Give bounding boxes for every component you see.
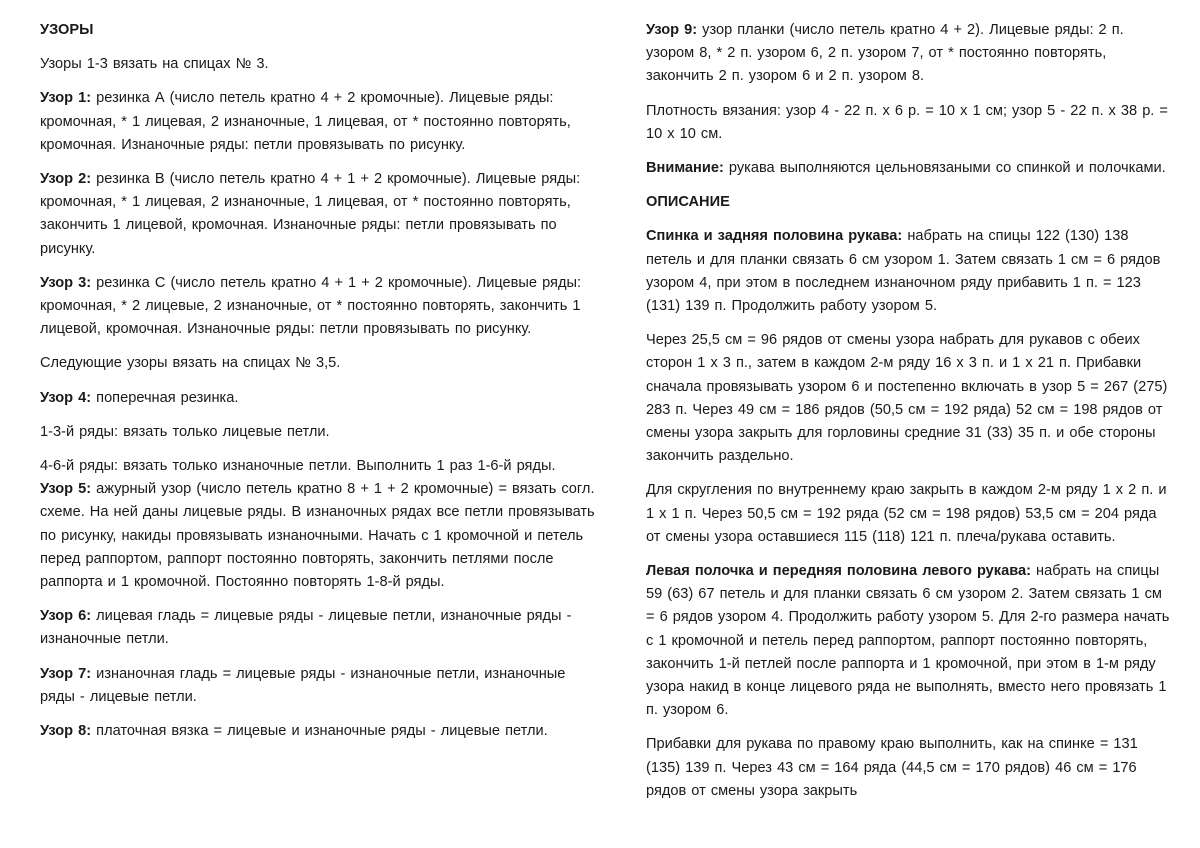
pattern-2-paragraph bbox=[40, 168, 600, 261]
pattern-3-paragraph bbox=[40, 272, 600, 342]
pattern-4-paragraph bbox=[40, 387, 600, 410]
rows-4-6-paragraph: 4-6-й ряды: вязать только изнаночные петли. Выполнить 1 раз 1-6-й ряды. bbox=[40, 458, 556, 475]
back-sleeve-paragraph: Через 25,5 см = 96 рядов от смены узора набрать для рукавов с обеих сторон 1 х 3 п., затем в каждом 2-м ряду 16 х 3 п. и 1 х 21 п. Прибавки сначала провязывать узором 6 и постепенно включать в узор 5 = 267 (275) 283 п. Через 49 см = 186 рядов (50,5 см = 192 ряда) 52 см = 198 рядов от смены узора закрыть для горловины средние 31 (33) 35 п. и обе стороны закончить раздельно. bbox=[646, 332, 1168, 465]
back-neck-paragraph: Для скругления по внутреннему краю закрыть в каждом 2-м ряду 1 х 2 п. и 1 х 1 п. Через 50,5 см = 192 ряда (52 см = 198 рядов) 53,5 см = 204 ряда от смены узора оставшиеся 115 (118) 121 п. плеча/рукава оставить. bbox=[646, 482, 1167, 545]
pattern-4-text: поперечная резинка. bbox=[91, 389, 239, 406]
pattern-8-label: Узор 8: bbox=[40, 723, 92, 740]
left-front-paragraph bbox=[646, 560, 1174, 722]
pattern-5-text: ажурный узор (число петель кратно 8 + 1 + 2 кромочные) = вязать согл. схеме. На ней даны лицевые ряды. В изнаночных рядах все петли провязывать по рисунку, накиды провязывать изнаночными. Начать с 1 кромочной и петель перед раппортом, раппорт постоянно повторять, закончить петлями после раппорта и 1 кромочной. Постоянно повторять 1-8-й ряды. bbox=[40, 481, 595, 591]
pattern-1-paragraph bbox=[40, 87, 600, 157]
attention-text: рукава выполняются цельновязаными со спинкой и полочками. bbox=[723, 160, 1166, 177]
attention-label: Внимание: bbox=[646, 160, 724, 177]
pattern-2-text: резинка В (число петель кратно 4 + 1 + 2 кромочные). Лицевые ряды: кромочная, * 1 лицевая, 2 изнаночные, 1 лицевая, от * постоянно повторять, закончить 1 лицевой, кромочная. Изнаночные ряды: петли провязывать по рисунку. bbox=[40, 171, 581, 257]
pattern-3-label: Узор 3: bbox=[40, 274, 92, 291]
left-front-sleeve-paragraph: Прибавки для рукава по правому краю выполнить, как на спинке = 131 (135) 139 п. Через 43 см = 164 ряда (44,5 см = 170 рядов) 46 см = 176 рядов от смены узора закрыть bbox=[646, 736, 1138, 799]
pattern-4-label: Узор 4: bbox=[40, 389, 92, 406]
density-paragraph: Плотность вязания: узор 4 - 22 п. х 6 р. = 10 х 1 см; узор 5 - 22 п. х 38 р. = 10 х 10 см. bbox=[646, 102, 1168, 142]
pattern-7-label: Узор 7: bbox=[40, 665, 92, 682]
right-column bbox=[646, 19, 1174, 814]
patterns-heading: УЗОРЫ bbox=[40, 22, 94, 38]
back-paragraph bbox=[646, 225, 1174, 318]
pattern-8-paragraph bbox=[40, 720, 600, 743]
left-front-text: набрать на спицы 59 (63) 67 петель и для планки связать 6 см узором 2. Затем связать 1 см = 6 рядов узором 4. Продолжить работу узором 5. Для 2-го размера начать с 1 кромочной и петель перед раппортом, раппорт постоянно повторять, закончить 1-й петлей после раппорта и 1 кромочной, при этом в 1-м ряду узора накид в конце лицевого ряда не выполнять, вместо него провязать 1 п. узором 6. bbox=[646, 563, 1170, 719]
left-front-label: Левая полочка и передняя половина левого рукава: bbox=[646, 563, 1031, 580]
pattern-3-text: резинка С (число петель кратно 4 + 1 + 2 кромочные). Лицевые ряды: кромочная, * 2 лицевые, 2 изнаночные, от * постоянно повторять, закончить 1 лицевой, кромочная. Изнаночные ряды: петли провязывать по рисунку. bbox=[40, 274, 581, 338]
pattern-7-text: изнаночная гладь = лицевые ряды - изнаночные петли, изнаночные ряды - лицевые петли. bbox=[40, 665, 566, 705]
rows-1-3-paragraph: 1-3-й ряды: вязать только лицевые петли. bbox=[40, 423, 330, 440]
pattern-2-label: Узор 2: bbox=[40, 171, 92, 188]
intro-paragraph: Узоры 1-3 вязать на спицах № 3. bbox=[40, 56, 269, 73]
pattern-6-text: лицевая гладь = лицевые ряды - лицевые петли, изнаночные ряды - изнаночные петли. bbox=[40, 608, 572, 648]
pattern-9-label: Узор 9: bbox=[646, 22, 698, 38]
pattern-5-label: Узор 5: bbox=[40, 481, 92, 498]
pattern-6-paragraph bbox=[40, 605, 600, 651]
description-heading: ОПИСАНИЕ bbox=[646, 194, 730, 211]
back-text: набрать на спицы 122 (130) 138 петель и для планки связать 6 см узором 1. Затем связать 1 см = 6 рядов узором 4, при этом в последнем изнаночном ряду прибавить 1 п. = 123 (131) 139 п. Продолжить работу узором 5. bbox=[646, 228, 1161, 315]
left-column bbox=[40, 19, 600, 754]
pattern-1-text: резинка А (число петель кратно 4 + 2 кромочные). Лицевые ряды: кромочная, * 1 лицевая, 2 изнаночные, 1 лицевая, от * постоянно повторять, кромочная. Изнаночные ряды: петли провязывать по рисунку. bbox=[40, 90, 571, 153]
needles-note: Следующие узоры вязать на спицах № 3,5. bbox=[40, 355, 341, 372]
pattern-9-text: узор планки (число петель кратно 4 + 2). Лицевые ряды: 2 п. узором 8, * 2 п. узором 6, 2 п. узором 7, от * постоянно повторять, закончить 2 п. узором 6 и 2 п. узором 8. bbox=[646, 22, 1124, 85]
pattern-8-text: платочная вязка = лицевые и изнаночные ряды - лицевые петли. bbox=[91, 723, 548, 740]
back-label: Спинка и задняя половина рукава: bbox=[646, 228, 903, 245]
pattern-9-paragraph bbox=[646, 19, 1174, 89]
attention-paragraph bbox=[646, 157, 1174, 180]
pattern-7-paragraph bbox=[40, 663, 600, 709]
pattern-5-paragraph bbox=[40, 478, 600, 594]
pattern-6-label: Узор 6: bbox=[40, 608, 92, 625]
pattern-1-label: Узор 1: bbox=[40, 90, 92, 107]
